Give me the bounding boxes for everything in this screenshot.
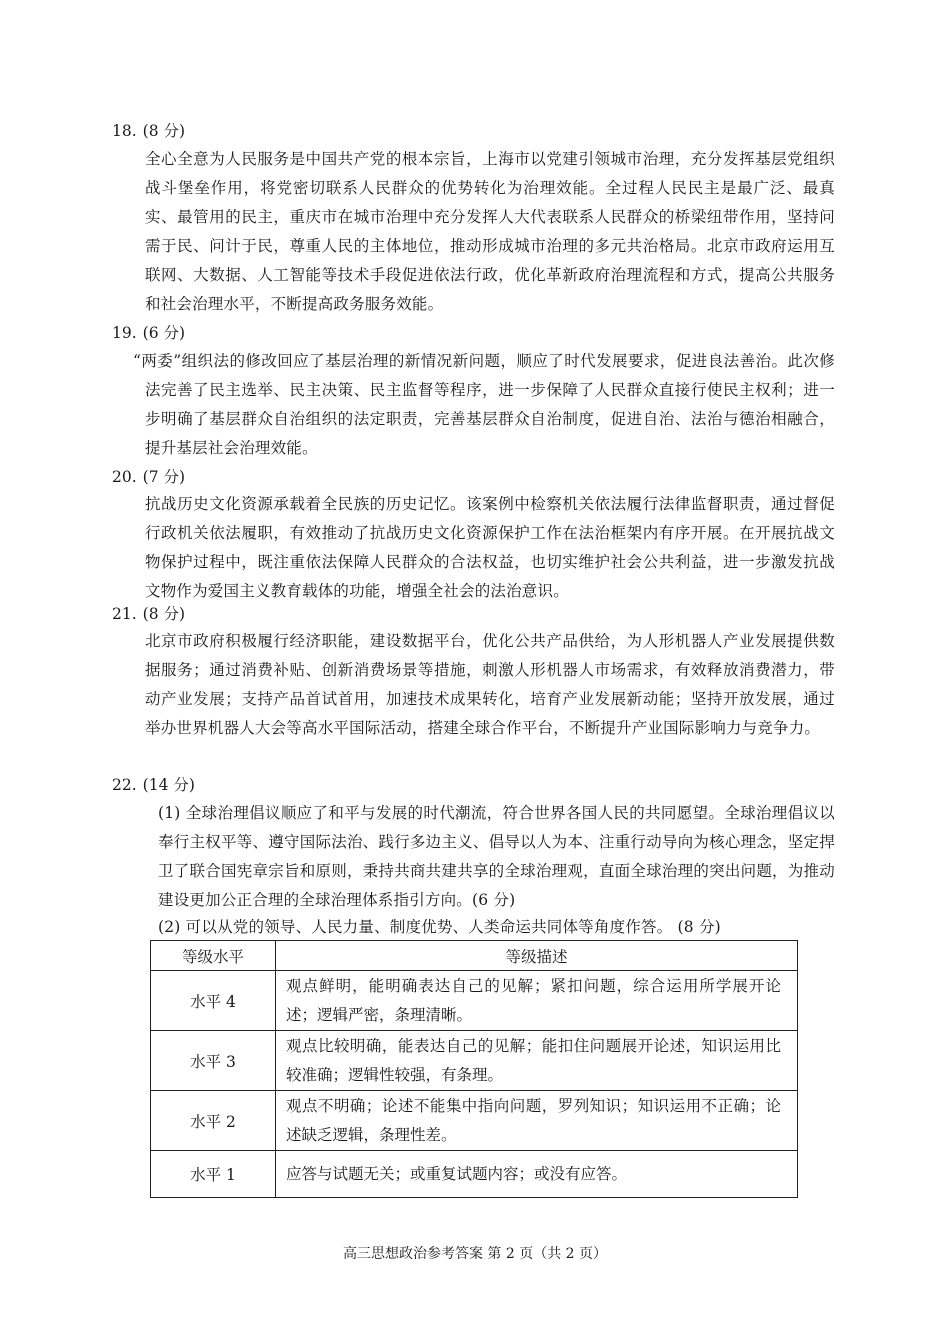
question-22-header	[112, 775, 195, 795]
table-row	[151, 1031, 798, 1091]
grade-description: 观点比较明确，能表达自己的见解；能扣住问题展开论述，知识运用比较准确；逻辑性较强，有条理。	[276, 1031, 798, 1091]
question-score: (6 分)	[142, 324, 186, 342]
grade-level: 水平 4	[151, 971, 276, 1031]
question-21-answer: 北京市政府积极履行经济职能，建设数据平台，优化公共产品供给，为人形机器人产业发展提供数据服务；通过消费补贴、创新消费场景等措施，刺激人形机器人市场需求，有效释放消费潜力，带动产业发展；支持产品首试首用，加速技术成果转化，培育产业发展新动能；坚持开放发展，通过举办世界机器人大会等高水平国际活动，搭建全球合作平台，不断提升产业国际影响力与竞争力。	[145, 632, 835, 737]
question-score: (8 分)	[142, 122, 186, 140]
table-header-description: 等级描述	[276, 941, 798, 971]
grading-table	[150, 940, 798, 1198]
table-row	[151, 971, 798, 1031]
question-number: 21.	[112, 605, 137, 623]
grade-description: 观点鲜明，能明确表达自己的见解；紧扣问题，综合运用所学展开论述；逻辑严密，条理清晰。	[276, 971, 798, 1031]
question-score: (7 分)	[142, 468, 186, 486]
grade-description: 观点不明确；论述不能集中指向问题，罗列知识；知识运用不正确；论述缺乏逻辑，条理性差。	[276, 1091, 798, 1151]
question-score: (14 分)	[142, 776, 195, 794]
question-number: 18.	[112, 122, 137, 140]
question-22-part-1: (1) 全球治理倡议顺应了和平与发展的时代潮流，符合世界各国人民的共同愿望。全球治理倡议以奉行主权平等、遵守国际法治、践行多边主义、倡导以人为本、注重行动导向为核心理念，坚定捍卫了联合国宪章宗旨和原则，秉持共商共建共享的全球治理观，直面全球治理的突出问题，为推动建设更加公正合理的全球治理体系指引方向。(6 分)	[158, 804, 835, 909]
question-22-part-2: (2) 可以从党的领导、人民力量、制度优势、人类命运共同体等角度作答。 (8 分)	[158, 918, 721, 936]
page-footer: 高三思想政治参考答案 第 2 页（共 2 页）	[342, 1246, 608, 1262]
question-20-header	[112, 467, 185, 487]
table-header-row	[151, 941, 798, 971]
grade-level: 水平 3	[151, 1031, 276, 1091]
table-row	[151, 1151, 798, 1198]
grade-level: 水平 2	[151, 1091, 276, 1151]
question-number: 22.	[112, 776, 137, 794]
question-score: (8 分)	[142, 605, 186, 623]
question-20-answer: 抗战历史文化资源承载着全民族的历史记忆。该案例中检察机关依法履行法律监督职责，通过督促行政机关依法履职，有效推动了抗战历史文化资源保护工作在法治框架内有序开展。在开展抗战文物保护过程中，既注重依法保障人民群众的合法权益，也切实维护社会公共利益，进一步激发抗战文物作为爱国主义教育载体的功能，增强全社会的法治意识。	[145, 495, 835, 600]
question-number: 19.	[112, 324, 137, 342]
question-19-answer: “两委”组织法的修改回应了基层治理的新情况新问题，顺应了时代发展要求，促进良法善治。此次修法完善了民主选举、民主决策、民主监督等程序，进一步保障了人民群众直接行使民主权利；进一步明确了基层群众自治组织的法定职责，完善基层群众自治制度，促进自治、法治与德治相融合，提升基层社会治理效能。	[133, 352, 835, 457]
question-21-header	[112, 604, 185, 624]
question-18-answer: 全心全意为人民服务是中国共产党的根本宗旨，上海市以党建引领城市治理，充分发挥基层党组织战斗堡垒作用，将党密切联系人民群众的优势转化为治理效能。全过程人民民主是最广泛、最真实、最管用的民主，重庆市在城市治理中充分发挥人大代表联系人民群众的桥梁纽带作用，坚持问需于民、问计于民，尊重人民的主体地位，推动形成城市治理的多元共治格局。北京市政府运用互联网、大数据、人工智能等技术手段促进依法行政，优化革新政府治理流程和方式，提高公共服务和社会治理水平，不断提高政务服务效能。	[145, 150, 835, 313]
question-number: 20.	[112, 468, 137, 486]
question-19-header	[112, 323, 185, 343]
grade-level: 水平 1	[151, 1151, 276, 1198]
question-18-header	[112, 121, 185, 141]
table-header-level: 等级水平	[151, 941, 276, 971]
grade-description: 应答与试题无关；或重复试题内容；或没有应答。	[276, 1151, 798, 1198]
table-row	[151, 1091, 798, 1151]
